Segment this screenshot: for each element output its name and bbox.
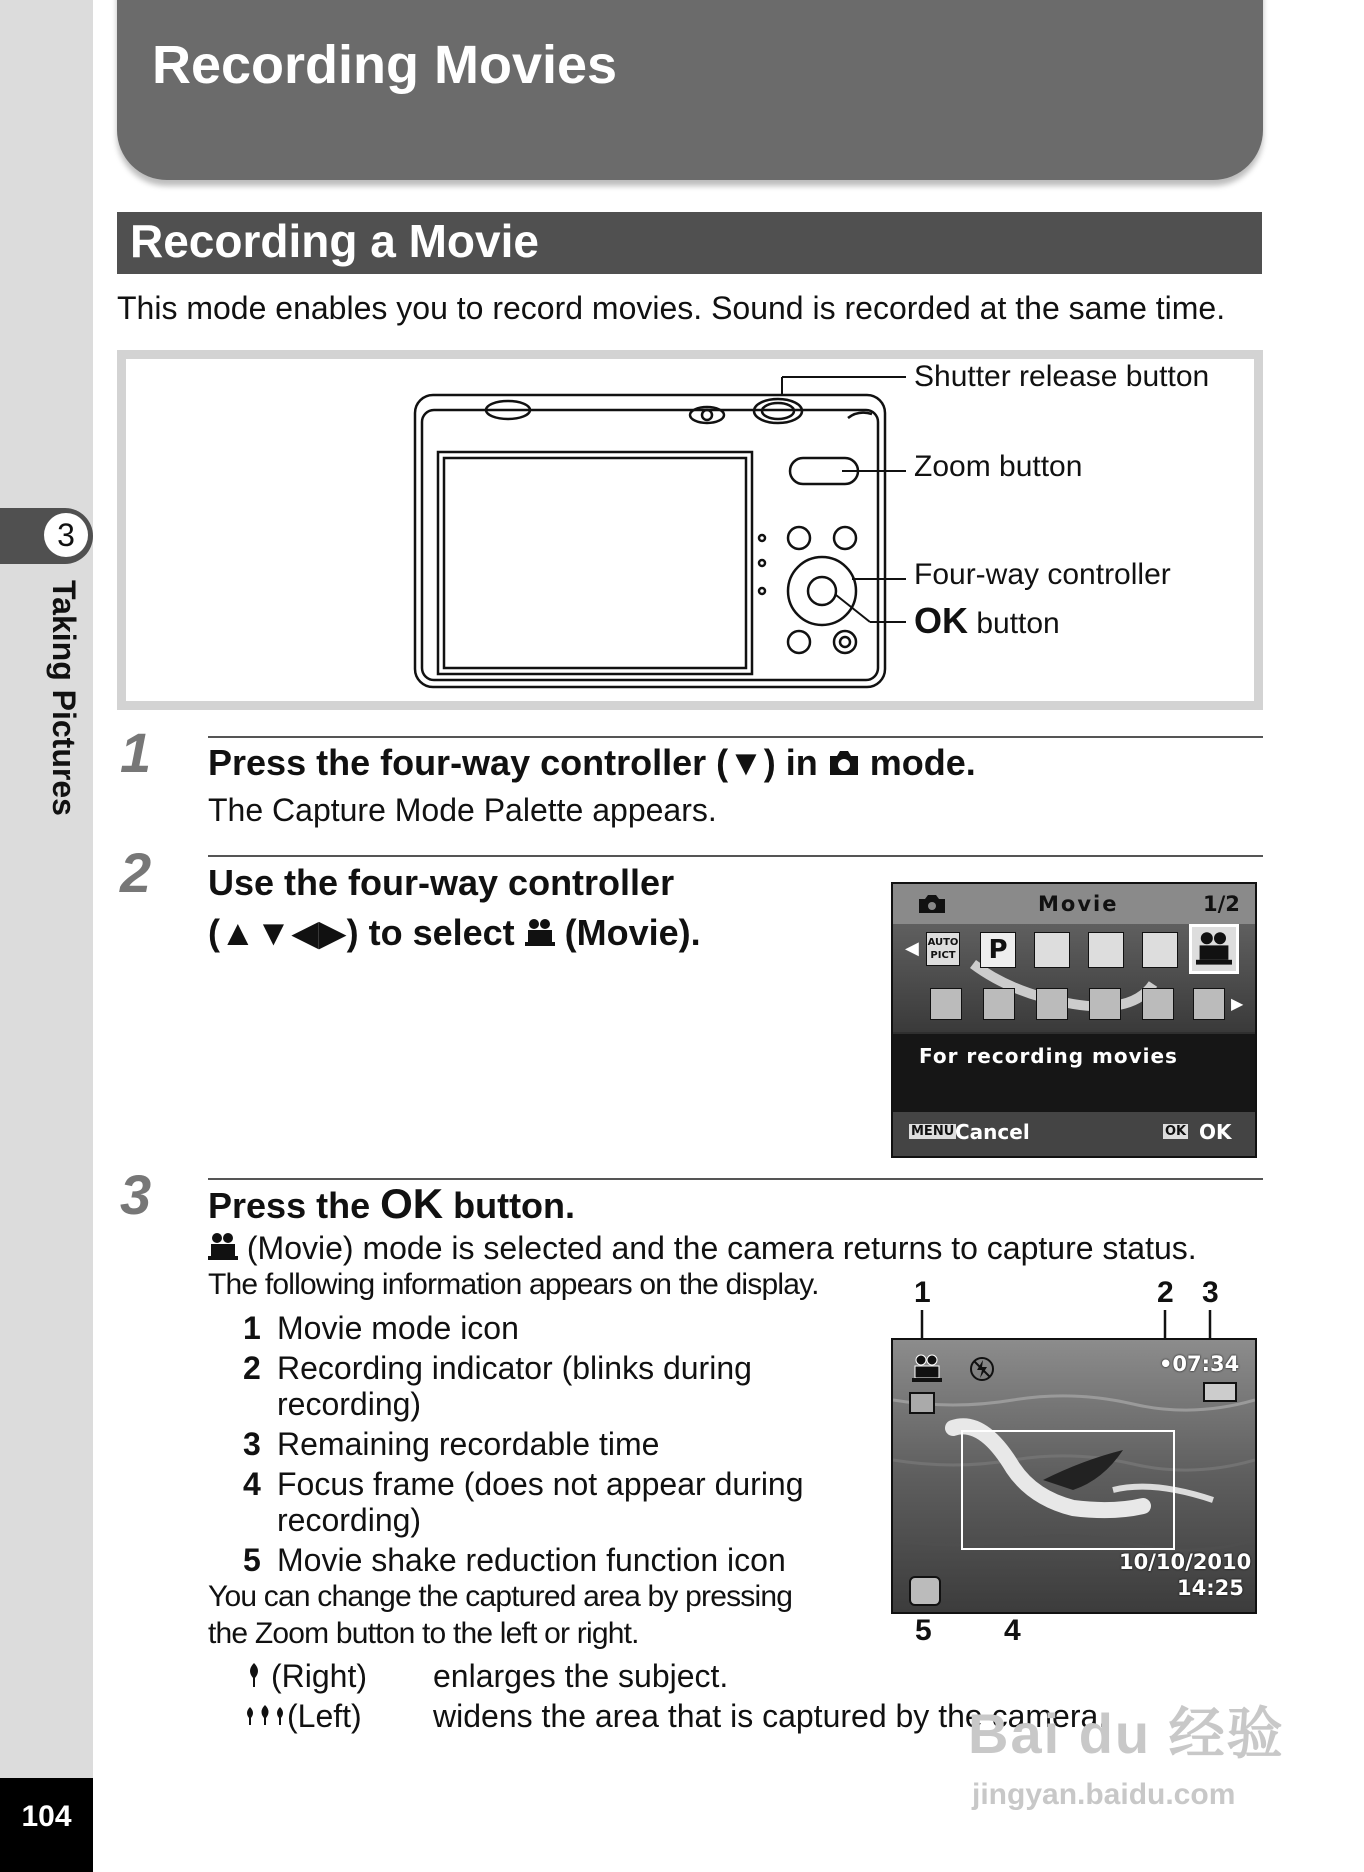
battery-icon [1203,1382,1237,1402]
display-time: 14:25 [1177,1576,1244,1600]
capture-status-screen [891,1338,1257,1614]
display-label-5: 5 [915,1614,932,1647]
step-3-text2: The following information appears on the display. [208,1268,819,1301]
palette-title: Movie [1038,892,1119,916]
menu-key-icon: MENU [911,1124,955,1139]
step-1-text: The Capture Mode Palette appears. [208,792,717,828]
step-3-heading-b: button. [443,1185,576,1226]
callout-shutter: Shutter release button [914,360,1210,393]
step-1-heading-a: Press the four-way controller (▼) in [208,742,828,783]
display-label-1: 1 [914,1276,931,1309]
info-item-3-num: 3 [243,1426,261,1462]
zoom-right-text: enlarges the subject. [433,1658,729,1694]
info-item-2-num: 2 [243,1350,261,1386]
step-2-heading-line1: Use the four-way controller [208,862,675,903]
palette-page: 1/2 [1203,892,1240,916]
info-item-4-cont: recording) [277,1502,422,1538]
info-item-1-num: 1 [243,1310,261,1346]
palette-program-icon[interactable]: P [980,932,1016,968]
step-1-heading-b: mode. [859,742,976,783]
palette-cancel-label[interactable]: Cancel [955,1120,1030,1144]
watermark-brand: Bai du 经验 [968,1702,1285,1765]
step-3-number: 3 [120,1163,152,1226]
info-item-2-cont: recording) [277,1386,422,1422]
zoom-note-line2: the Zoom button to the left or right. [208,1617,639,1650]
flash-off-icon [969,1356,995,1382]
zoom-left-label: (Left) [287,1698,362,1734]
palette-description: For recording movies [919,1044,1178,1068]
zoom-right-row [243,1658,729,1695]
info-item-4-text: Focus frame (does not appear during [277,1466,804,1502]
step-2-heading-line2b: (Movie). [554,912,701,953]
page-number: 104 [21,1800,72,1833]
info-item-4-num: 4 [243,1466,261,1502]
tele-tree-icon [243,1661,265,1691]
watermark-url: jingyan.baidu.com [972,1778,1236,1811]
display-date: 10/10/2010 [1119,1550,1252,1574]
display-label-3: 3 [1202,1276,1219,1309]
info-item-2-text: Recording indicator (blinks during [277,1350,752,1386]
section-intro: This mode enables you to record movies. Sound is recorded at the same time. [117,290,1226,326]
zoom-left-text: widens the area that is captured by the camera. [433,1698,1108,1734]
auto-label-2: PICT [930,950,956,961]
movie-mode-display-icon [911,1354,943,1384]
step-3-text1-span: (Movie) mode is selected and the camera returns to capture status. [238,1230,1197,1266]
palette-right-arrow-icon[interactable]: ▶ [1231,994,1244,1013]
zoom-note-line1: You can change the captured area by pressing [208,1580,793,1613]
ok-key-icon: OK [1165,1124,1187,1139]
callout-zoom: Zoom button [914,450,1083,483]
step-1-number: 1 [120,721,152,784]
auto-label-1: AUTO [927,937,959,948]
zoom-right-label: (Right) [271,1658,368,1694]
ok-glyph: OK [914,600,968,641]
page-title: Recording Movies [152,35,618,95]
callout-four-way: Four-way controller [914,558,1171,591]
callout-ok-suffix: button [968,607,1060,640]
shake-reduction-icon [909,1576,941,1606]
palette-left-arrow-icon[interactable]: ◀ [905,938,919,959]
remaining-time: •07:34 [1159,1352,1240,1376]
focus-frame [961,1430,1175,1550]
face-detection-icon [909,1392,935,1414]
chapter-label: Taking Pictures [46,580,82,816]
step-2-heading-line2a: (▲▼◀▶) to select [208,912,525,953]
step-3-ok-glyph: OK [380,1180,444,1227]
palette-ok-label[interactable]: OK [1199,1120,1232,1144]
info-item-5-num: 5 [243,1542,261,1578]
step-3-heading-a: Press the [208,1185,381,1226]
info-item-1-text: Movie mode icon [277,1310,519,1346]
section-title: Recording a Movie [130,215,539,267]
zoom-left-row [243,1698,1108,1735]
info-item-5-text: Movie shake reduction function icon [277,1542,786,1578]
display-label-2: 2 [1157,1276,1174,1309]
wide-trees-icon [243,1701,287,1731]
display-label-4: 4 [1004,1614,1021,1647]
chapter-number: 3 [44,513,88,557]
info-item-3-text: Remaining recordable time [277,1426,660,1462]
step-2-number: 2 [120,841,152,904]
